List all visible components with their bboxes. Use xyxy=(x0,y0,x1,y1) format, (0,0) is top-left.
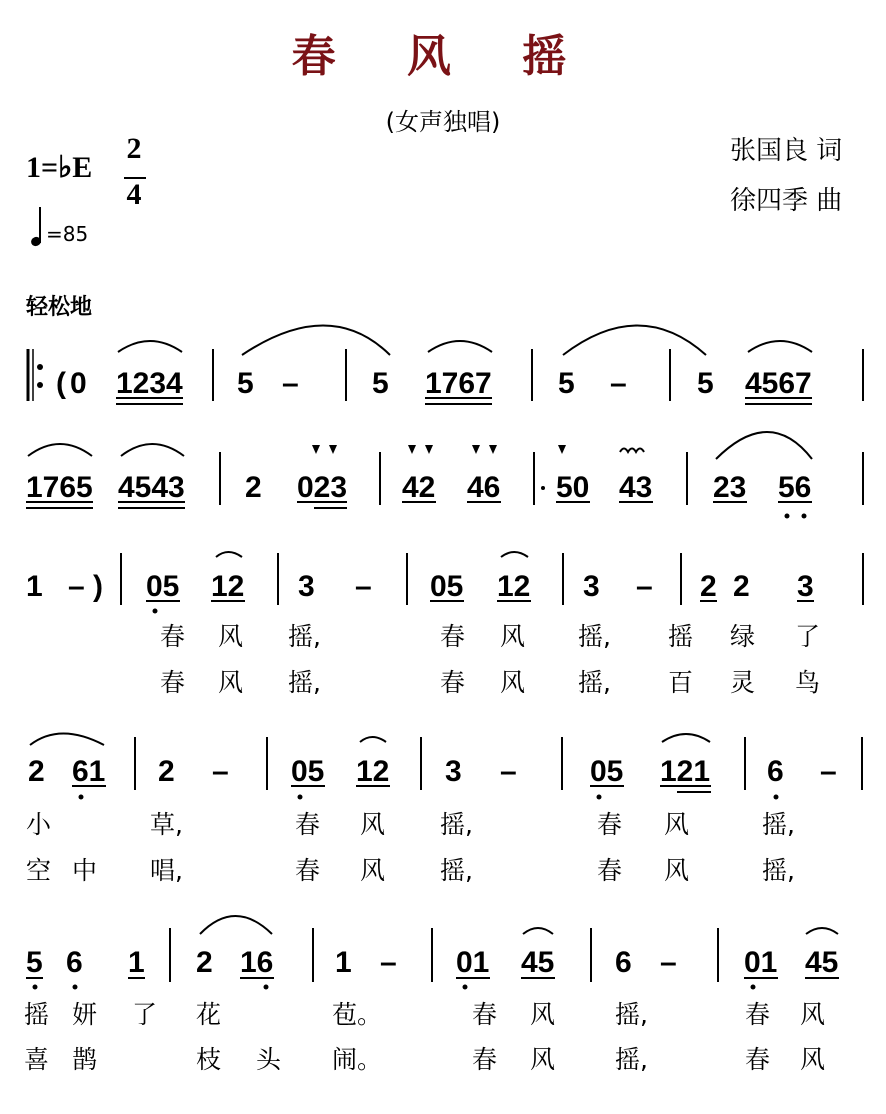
slur xyxy=(200,916,272,934)
lyric-syllable: 摇, xyxy=(440,856,473,885)
slur xyxy=(501,552,528,557)
lyric-syllable: 灵 xyxy=(730,668,756,697)
time-signature-top: 2 xyxy=(126,132,142,165)
note-group: 3 xyxy=(797,570,814,603)
lyric-syllable: 春 xyxy=(472,1045,498,1074)
lyric-syllable: 春 xyxy=(440,622,466,651)
lyric-syllable: 春 xyxy=(295,856,321,885)
note-group: 5 xyxy=(697,367,714,400)
repeat-dot xyxy=(37,364,43,370)
lyric-syllable: 闹。 xyxy=(332,1045,383,1074)
expression-marking: 轻松地 xyxy=(26,295,93,320)
tie xyxy=(563,326,706,356)
lyric-syllable: 摇, xyxy=(288,622,321,651)
lyric-syllable: 春 xyxy=(597,856,623,885)
note-group: 023 xyxy=(297,471,348,504)
note-group: 16 xyxy=(240,946,274,979)
lyric-syllable: 春 xyxy=(745,1045,771,1074)
note-group: – xyxy=(610,367,627,400)
lyric-syllable: 喜 xyxy=(24,1045,50,1074)
note-group: 01 xyxy=(456,946,490,979)
lyric-syllable: 春 xyxy=(160,668,186,697)
note-group: – xyxy=(636,570,653,603)
note-group: 2 xyxy=(733,570,750,603)
lyric-syllable: 摇, xyxy=(578,622,611,651)
note-group: 5 xyxy=(26,946,43,979)
tie xyxy=(242,326,390,356)
lyric-syllable: 唱, xyxy=(150,856,183,885)
note-group: 12 xyxy=(356,755,390,788)
note-group: 61 xyxy=(72,755,106,788)
note-group: 4567 xyxy=(745,367,812,400)
note-group: 05 xyxy=(590,755,624,788)
note-group: – xyxy=(500,755,517,788)
slur xyxy=(30,734,104,746)
note-group: 5 xyxy=(558,367,575,400)
composer-credit: 徐四季 曲 xyxy=(730,186,843,216)
repeat-dots xyxy=(37,364,43,388)
lyric-syllable: 鹊 xyxy=(72,1045,98,1074)
slurs xyxy=(28,326,838,935)
note-group: 45 xyxy=(521,946,555,979)
note-group: 05 xyxy=(291,755,325,788)
key-signature: 1=♭E xyxy=(26,151,93,184)
lyric-syllable: 风 xyxy=(664,856,690,885)
lyric-syllable: 风 xyxy=(530,1045,556,1074)
note-group: 1 xyxy=(26,570,43,603)
slur xyxy=(748,341,812,352)
note-group: 4543 xyxy=(118,471,185,504)
note-group: – xyxy=(282,367,299,400)
lyric-syllable: 苞。 xyxy=(332,1000,383,1029)
lyric-syllable: 风 xyxy=(500,668,526,697)
note-group: 3 xyxy=(583,570,600,603)
note-group: 1234 xyxy=(116,367,183,400)
accent-marks xyxy=(312,445,644,454)
lyric-syllable: 摇, xyxy=(288,668,321,697)
lyric-syllable: 摇, xyxy=(762,810,795,839)
bracket-symbol: ) xyxy=(93,570,103,603)
note-group: 1765 xyxy=(26,471,93,504)
note-group: 2 xyxy=(196,946,213,979)
slur xyxy=(216,552,242,557)
lyric-syllable: 风 xyxy=(218,668,244,697)
lyric-syllable: 空 xyxy=(26,856,52,885)
slur xyxy=(360,737,386,742)
note-group: 2 xyxy=(158,755,175,788)
slur xyxy=(662,734,710,742)
lyric-syllable: 摇 xyxy=(668,622,694,651)
note-group: – xyxy=(355,570,372,603)
song-title: 春 风 摇 xyxy=(291,31,595,82)
lyric-syllable: 摇, xyxy=(762,856,795,885)
note-group: – xyxy=(380,946,397,979)
lyric-syllable: 摇, xyxy=(578,668,611,697)
lyric-syllable: 风 xyxy=(530,1000,556,1029)
note-group: 23 xyxy=(713,471,747,504)
lyric-syllable: 摇 xyxy=(24,1000,50,1029)
note-group: 45 xyxy=(805,946,839,979)
slur xyxy=(118,341,182,352)
note-group: 12 xyxy=(497,570,531,603)
lyric-syllable: 摇, xyxy=(615,1000,648,1029)
lyric-syllable: 春 xyxy=(597,810,623,839)
note-group: 1 xyxy=(128,946,145,979)
lyric-syllable: 百 xyxy=(668,668,694,697)
note-group: – xyxy=(820,755,837,788)
lyric-syllable: 春 xyxy=(440,668,466,697)
lyricist-credit: 张国良 词 xyxy=(730,136,843,166)
note-group: 12 xyxy=(211,570,245,603)
slur xyxy=(523,928,553,934)
lyric-syllable: 风 xyxy=(360,810,386,839)
slur xyxy=(806,928,838,934)
lyric-syllable: 摇, xyxy=(615,1045,648,1074)
note-group: 56 xyxy=(778,471,812,504)
lyric-syllable: 小 xyxy=(26,810,52,839)
slur xyxy=(716,432,812,459)
tempo-value: =85 xyxy=(46,222,89,246)
lyric-syllable: 风 xyxy=(664,810,690,839)
repeat-dot xyxy=(37,382,43,388)
note-group: 42 xyxy=(402,471,436,504)
lyric-syllable: 风 xyxy=(500,622,526,651)
lyric-syllable: 花 xyxy=(196,1000,222,1029)
note-group: 2 xyxy=(245,471,262,504)
lyric-syllable: 春 xyxy=(472,1000,498,1029)
note-group: 1 xyxy=(335,946,352,979)
lyric-syllable: 了 xyxy=(795,622,821,651)
note-group: – xyxy=(212,755,229,788)
lyric-syllable: 鸟 xyxy=(795,668,821,697)
note-group: 0 xyxy=(70,367,87,400)
note-group: 46 xyxy=(467,471,501,504)
lyric-syllable: 摇, xyxy=(440,810,473,839)
subtitle: (女声独唱) xyxy=(385,108,501,136)
note-group: 5 xyxy=(237,367,254,400)
note-group: 2 xyxy=(28,755,45,788)
lyric-syllable: 风 xyxy=(360,856,386,885)
staccato-dot xyxy=(541,486,545,490)
note-group: 05 xyxy=(430,570,464,603)
note-group: – xyxy=(68,570,85,603)
lyric-syllable: 风 xyxy=(218,622,244,651)
octave-dots xyxy=(33,486,807,990)
lyric-syllable: 春 xyxy=(745,1000,771,1029)
note-group: 01 xyxy=(744,946,778,979)
note-group: 3 xyxy=(445,755,462,788)
note-group: 6 xyxy=(615,946,632,979)
lyric-syllable: 春 xyxy=(295,810,321,839)
time-signature-bottom: 4 xyxy=(126,178,142,211)
lyric-syllable: 绿 xyxy=(730,622,756,651)
lyric-syllable: 妍 xyxy=(72,1000,98,1029)
note-group: 5 xyxy=(372,367,389,400)
note-group: 1767 xyxy=(425,367,492,400)
note-group: 6 xyxy=(66,946,83,979)
slur xyxy=(28,444,92,456)
note-group: 2 xyxy=(700,570,717,603)
slur xyxy=(428,341,492,352)
note-group: 6 xyxy=(767,755,784,788)
lyric-syllable: 春 xyxy=(160,622,186,651)
note-group: 121 xyxy=(660,755,711,788)
lyric-syllable: 头 xyxy=(256,1045,282,1074)
lyric-syllable: 风 xyxy=(800,1000,826,1029)
lyric-syllable: 枝 xyxy=(196,1045,222,1074)
slur xyxy=(121,444,184,456)
lyric-syllable: 中 xyxy=(72,856,98,885)
lyric-syllable: 风 xyxy=(800,1045,826,1074)
note-group: – xyxy=(660,946,677,979)
bracket-symbol: ( xyxy=(56,367,66,400)
lyric-syllable: 草, xyxy=(150,810,183,839)
note-group: 05 xyxy=(146,570,180,603)
note-group: 50 xyxy=(556,471,590,504)
note-group: 3 xyxy=(298,570,315,603)
note-group: 43 xyxy=(619,471,653,504)
lyric-syllable: 了 xyxy=(132,1000,158,1029)
